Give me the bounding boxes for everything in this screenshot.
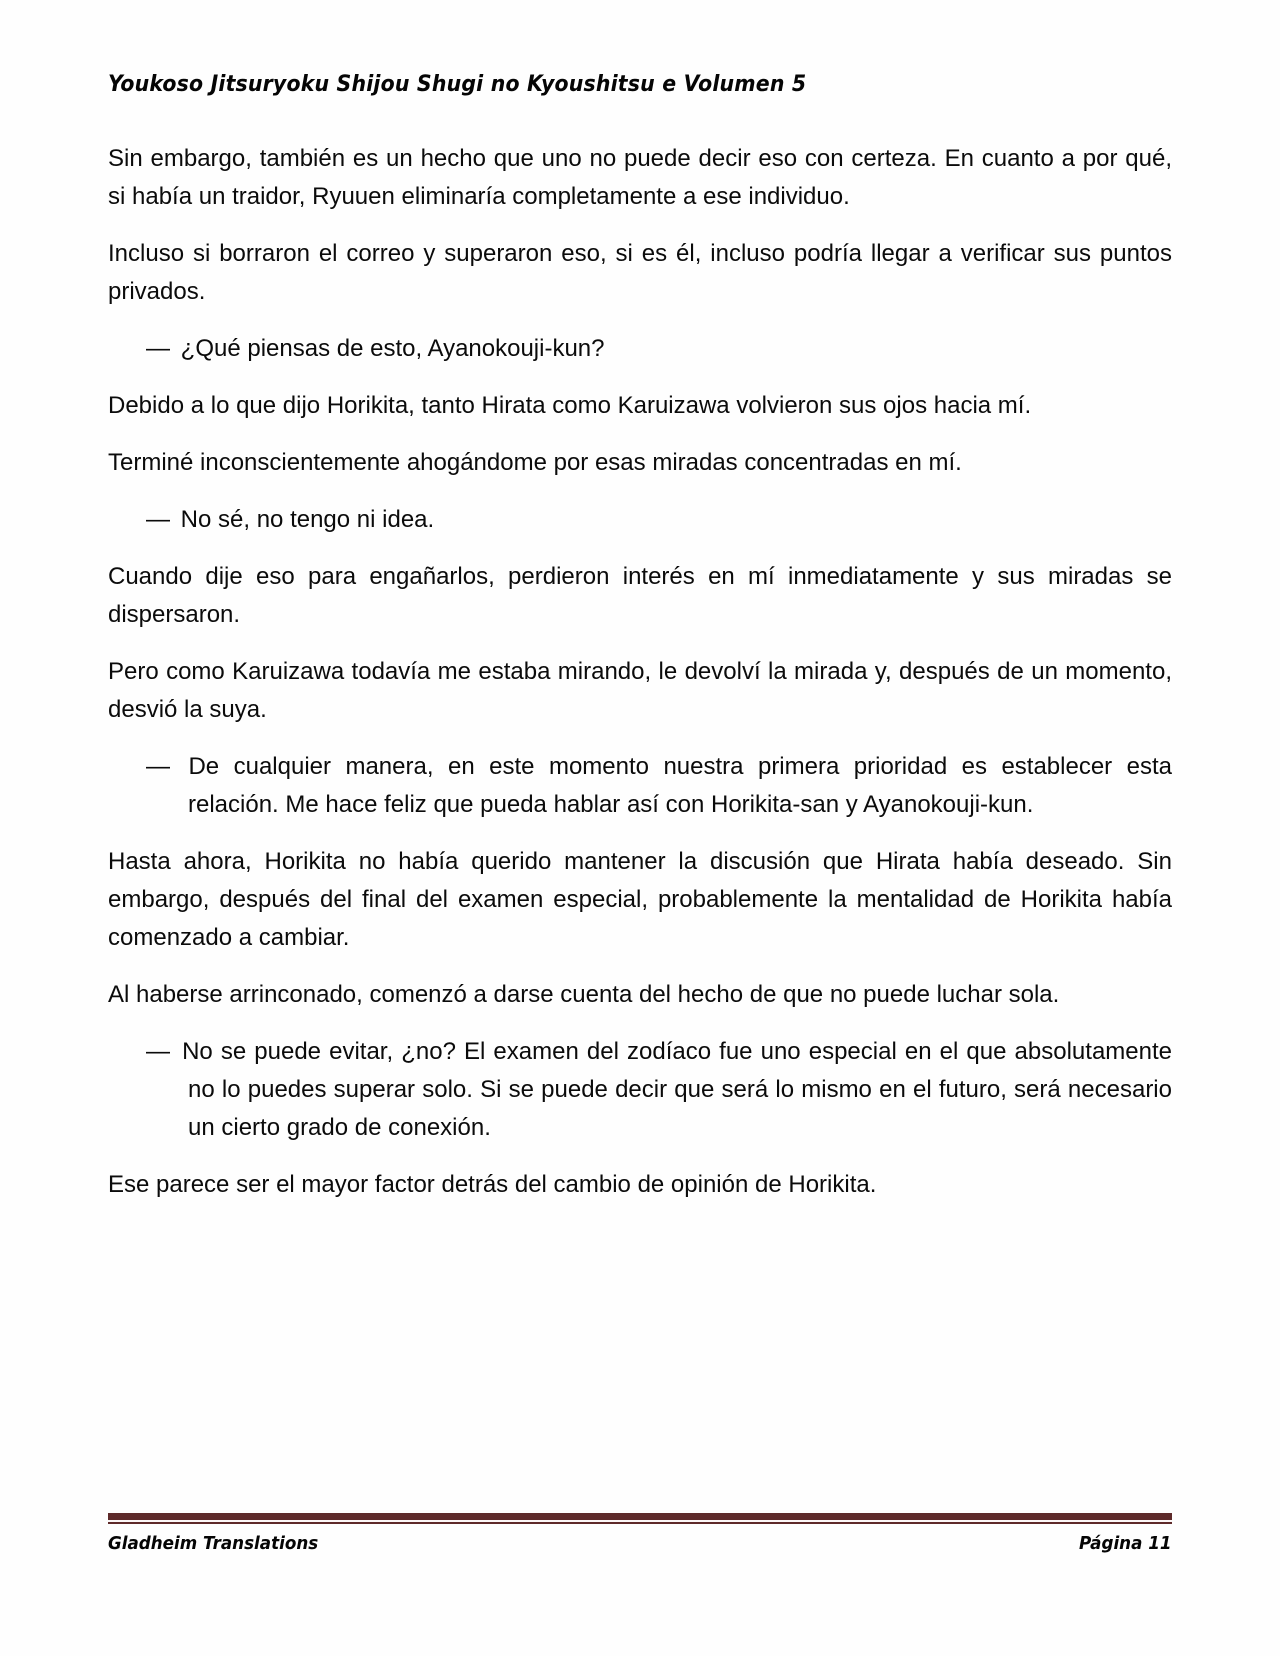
dialogue-paragraph: — ¿Qué piensas de esto, Ayanokouji-kun? bbox=[146, 335, 605, 362]
dialogue-dash: — bbox=[146, 1038, 170, 1065]
footer-divider-rule bbox=[108, 1513, 1172, 1524]
body-paragraph: Incluso si borraron el correo y superaron eso, si es él, incluso podría llegar a verificar sus puntos privados. bbox=[108, 240, 1172, 305]
body-paragraph: Sin embargo, también es un hecho que uno no puede decir eso con certeza. En cuanto a por qué, si había un traidor, Ryuuen eliminaría completamente a ese individuo. bbox=[108, 145, 1172, 210]
dialogue-dash: — bbox=[146, 506, 170, 533]
dialogue-dash: — bbox=[146, 753, 170, 780]
header-title: Youkoso Jitsuryoku Shijou Shugi no Kyoushitsu e Volumen 5 bbox=[108, 72, 807, 97]
dialogue-dash: — bbox=[146, 335, 170, 362]
body-text bbox=[108, 140, 1172, 1223]
body-paragraph: Debido a lo que dijo Horikita, tanto Hirata como Karuizawa volvieron sus ojos hacia mí. bbox=[108, 392, 1032, 419]
body-paragraph: Pero como Karuizawa todavía me estaba mirando, le devolví la mirada y, después de un momento, desvió la suya. bbox=[108, 658, 1172, 723]
dialogue-paragraph: — No se puede evitar, ¿no? El examen del zodíaco fue uno especial en el que absolutamente no lo puedes superar solo. Si se puede decir que será lo mismo en el futuro, será necesario un cierto grado de conexión. bbox=[146, 1038, 1172, 1141]
body-paragraph: Terminé inconscientemente ahogándome por esas miradas concentradas en mí. bbox=[108, 449, 962, 476]
body-paragraph: Hasta ahora, Horikita no había querido mantener la discusión que Hirata había deseado. Sin embargo, después del final del examen especial, probablemente la mentalidad de Horikita había comenzado a cambiar. bbox=[108, 848, 1172, 951]
dialogue-paragraph: — No sé, no tengo ni idea. bbox=[146, 506, 435, 533]
body-paragraph: Ese parece ser el mayor factor detrás del cambio de opinión de Horikita. bbox=[108, 1171, 877, 1198]
footer-translator-credit: Gladheim Translations bbox=[108, 1533, 319, 1554]
body-paragraph: Al haberse arrinconado, comenzó a darse cuenta del hecho de que no puede luchar sola. bbox=[108, 981, 1060, 1008]
dialogue-paragraph: — De cualquier manera, en este momento nuestra primera prioridad es establecer esta relación. Me hace feliz que pueda hablar así con Horikita-san y Ayanokouji-kun. bbox=[146, 753, 1172, 818]
footer-page-number: Página 11 bbox=[1079, 1533, 1172, 1554]
body-paragraph: Cuando dije eso para engañarlos, perdieron interés en mí inmediatamente y sus miradas se dispersaron. bbox=[108, 563, 1172, 628]
page-footer bbox=[108, 1513, 1172, 1554]
page-header bbox=[108, 72, 1172, 97]
footer-row bbox=[108, 1533, 1172, 1554]
